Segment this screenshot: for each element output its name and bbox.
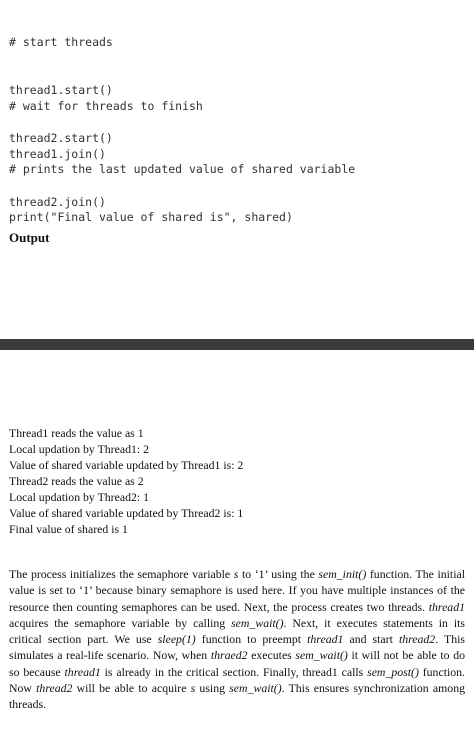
paragraph-italic-term: sem_init()	[318, 567, 367, 581]
paragraph-text: . This simulates a real-life scenario. Now, when	[9, 632, 465, 663]
paragraph-text: function to preempt	[195, 632, 308, 647]
paragraph-italic-term: s	[190, 681, 196, 696]
code-line: thread2.join()	[9, 195, 106, 209]
paragraph-italic-term: sem_wait()	[295, 648, 348, 663]
paragraph-text: it will not be able to do so because	[9, 648, 465, 679]
paragraph-text: will be able to acquire	[72, 681, 191, 696]
output-line: Local updation by Thread1: 2	[9, 442, 149, 456]
output-line: Local updation by Thread2: 1	[9, 490, 149, 504]
paragraph-text: . This ensures synchronization among threads.	[9, 681, 465, 712]
paragraph-text: function. The initial value is set to ‘1’ because binary semaphore is used here. If you have multiple instances of the resource then counting semaphores can be used. Next, the process creates two threads.	[9, 567, 466, 614]
code-line: thread1.join()	[9, 147, 106, 161]
paragraph-text: function. Now	[9, 664, 465, 696]
paragraph-italic-term: thread2	[398, 632, 436, 647]
paragraph-italic-term: sem_wait()	[231, 615, 284, 630]
paragraph-italic-term: thread1	[307, 632, 344, 647]
paragraph-italic-term: thread2	[36, 681, 73, 696]
code-block-print-shared	[9, 129, 355, 241]
paragraph-text: using	[195, 681, 230, 696]
code-line: # wait for threads to finish	[9, 99, 203, 113]
paragraph-italic-term: thread1	[64, 664, 101, 679]
code-line: # prints the last updated value of shared variable	[9, 162, 356, 176]
output-heading: Output	[9, 230, 50, 245]
code-line: # start threads	[9, 35, 113, 49]
paragraph-text: The process initializes the semaphore variable	[9, 567, 234, 581]
paragraph-text: and start	[343, 632, 399, 647]
output-line: Thread1 reads the value as 1	[9, 426, 144, 440]
explanation-paragraph	[9, 566, 465, 713]
paragraph-text: to ‘1’ using the	[238, 567, 319, 581]
paragraph-italic-term: thread1	[428, 599, 465, 614]
paragraph-italic-term: thraed2	[210, 648, 248, 663]
paragraph-italic-term: s	[233, 567, 239, 581]
paragraph-italic-term: sleep(1)	[157, 632, 196, 647]
paragraph-text: executes	[247, 648, 296, 663]
code-line: thread1.start()	[9, 83, 113, 97]
code-line: thread2.start()	[9, 131, 113, 145]
code-line: print("Final value of shared is", shared)	[9, 210, 293, 224]
section-divider	[0, 339, 474, 350]
program-output	[9, 425, 243, 537]
paragraph-text: is already in the critical section. Finally, thread1 calls	[100, 664, 368, 679]
output-line: Thread2 reads the value as 2	[9, 474, 144, 488]
output-line: Final value of shared is 1	[9, 522, 128, 536]
output-line: Value of shared variable updated by Thread2 is: 1	[9, 506, 244, 520]
paragraph-text: . Next, it executes statements in its critical section part. We use	[9, 615, 465, 647]
paragraph-italic-term: sem_post()	[367, 664, 419, 679]
paragraph-italic-term: sem_wait()	[229, 681, 282, 696]
output-line: Value of shared variable updated by Thread1 is: 2	[9, 458, 244, 472]
paragraph-text: acquires the semaphore variable by calling	[9, 615, 232, 630]
